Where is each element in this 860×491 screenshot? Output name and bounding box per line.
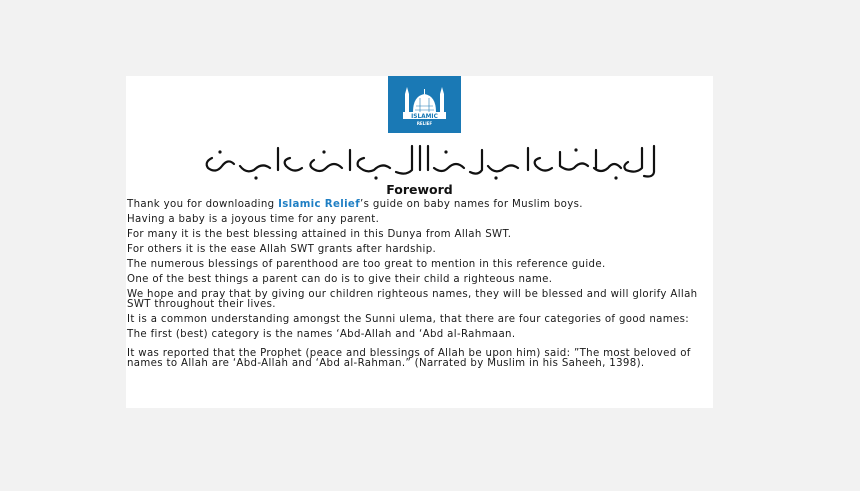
mosque-icon — [388, 76, 461, 133]
paragraph-intro — [127, 200, 713, 210]
paragraph-4: For others it is the ease Allah SWT grants after hardship. — [127, 244, 437, 255]
svg-text:ISLAMIC: ISLAMIC — [411, 114, 438, 120]
paragraph-10: It was reported that the Prophet (peace and blessings of Allah be upon him) said: ”The most beloved of names to Allah are ‘Abd-Allah and ‘Abd al-Rahman.” (Narrated by Muslim in his Saheeh, 1398). — [127, 348, 691, 369]
paragraph-5: The numerous blessings of parenthood are too great to mention in this reference guide. — [127, 259, 606, 270]
paragraph-6: One of the best things a parent can do is to give their child a righteous name. — [127, 274, 553, 285]
intro-text-before: Thank you for downloading — [127, 199, 279, 210]
islamic-relief-link[interactable]: Islamic Relief — [278, 199, 360, 210]
intro-text-after: ’s guide on baby names for Muslim boys. — [359, 199, 583, 210]
paragraph-2: Having a baby is a joyous time for any parent. — [127, 214, 380, 225]
svg-text:RELIEF: RELIEF — [416, 121, 433, 126]
paragraph-3: For many it is the best blessing attained in this Dunya from Allah SWT. — [127, 229, 512, 240]
document-title: Foreword — [386, 182, 453, 197]
paragraph-9: The first (best) category is the names ‘Abd-Allah and ‘Abd al-Rahmaan. — [127, 329, 516, 340]
document-body — [127, 200, 713, 374]
paragraph-8: It is a common understanding amongst the Sunni ulema, that there are four categories of good names: — [127, 314, 690, 325]
document-page — [126, 76, 713, 408]
paragraph-7: We hope and pray that by giving our children righteous names, they will be blessed and will glorify Allah SWT throughout their lives. — [127, 289, 698, 310]
arabic-calligraphy-greeting — [196, 138, 666, 184]
islamic-relief-logo — [388, 76, 461, 133]
